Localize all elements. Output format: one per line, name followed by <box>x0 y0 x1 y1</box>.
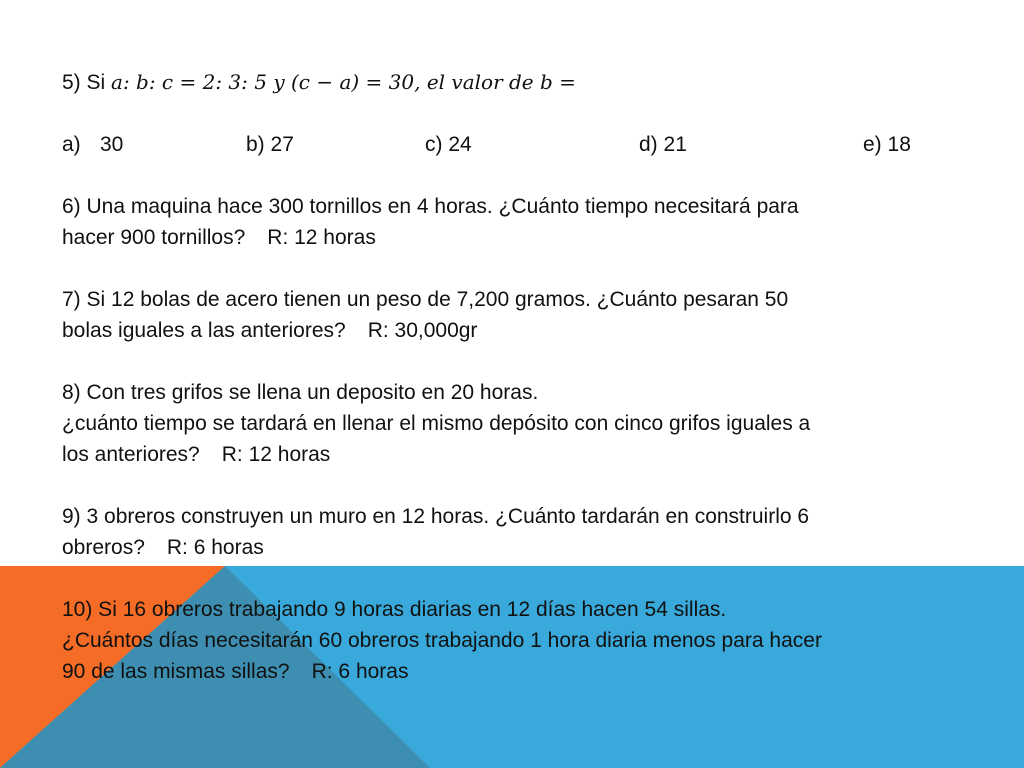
option-c-label: c) <box>425 133 443 156</box>
question-5 <box>62 67 962 98</box>
option-b-label: b) <box>246 133 265 156</box>
question-5-prefix: 5) Si <box>62 71 112 94</box>
question-10-answer: R: 6 horas <box>311 660 409 683</box>
question-5-options <box>62 129 962 160</box>
question-7-text: bolas iguales a las anteriores? <box>62 319 346 342</box>
option-a <box>62 129 123 160</box>
question-9-line-1: 9) 3 obreros construyen un muro en 12 horas. ¿Cuánto tardarán en construirlo 6 <box>62 505 810 528</box>
option-b-value: 27 <box>270 133 294 156</box>
question-10-text: 90 de las mismas sillas? <box>62 660 290 683</box>
option-e-value: 18 <box>887 133 911 156</box>
option-b <box>246 129 294 160</box>
option-d <box>639 129 687 160</box>
question-7-line-2 <box>62 315 962 346</box>
question-9-line-2 <box>62 532 962 563</box>
option-c-value: 24 <box>448 133 472 156</box>
question-10-line-3 <box>62 656 962 687</box>
option-e-label: e) <box>863 133 882 156</box>
option-a-value: 30 <box>100 133 124 156</box>
question-6-answer: R: 12 horas <box>267 226 376 249</box>
question-7-line-1: 7) Si 12 bolas de acero tienen un peso de 7,200 gramos. ¿Cuánto pesaran 50 <box>62 288 789 311</box>
question-9-text: obreros? <box>62 536 145 559</box>
question-6-line-2 <box>62 222 962 253</box>
question-8-line-3 <box>62 439 962 470</box>
question-8-line-1: 8) Con tres grifos se llena un deposito en 20 horas. <box>62 381 539 404</box>
option-c <box>425 129 472 160</box>
question-10-line-2: ¿Cuántos días necesitarán 60 obreros trabajando 1 hora diaria menos para hacer <box>62 629 822 652</box>
question-6-line-1: 6) Una maquina hace 300 tornillos en 4 horas. ¿Cuánto tiempo necesitará para <box>62 195 799 218</box>
question-9-answer: R: 6 horas <box>166 536 264 559</box>
question-8-line-2: ¿cuánto tiempo se tardará en llenar el mismo depósito con cinco grifos iguales a <box>62 412 811 435</box>
question-8-answer: R: 12 horas <box>221 443 331 466</box>
question-7-answer: R: 30,000gr <box>367 319 478 342</box>
option-d-label: d) <box>639 133 658 156</box>
option-d-value: 21 <box>663 133 687 156</box>
question-10-line-1: 10) Si 16 obreros trabajando 9 horas diarias en 12 días hacen 54 sillas. <box>62 598 727 621</box>
question-6-text: hacer 900 tornillos? <box>62 226 246 249</box>
option-e <box>863 129 911 160</box>
option-a-label: a) <box>62 133 81 156</box>
question-5-math: a: b: c = 2: 3: 5 y (c − a) = 30, el valor de b = <box>111 70 576 94</box>
question-8-text: los anteriores? <box>62 443 200 466</box>
slide-content <box>62 67 962 687</box>
